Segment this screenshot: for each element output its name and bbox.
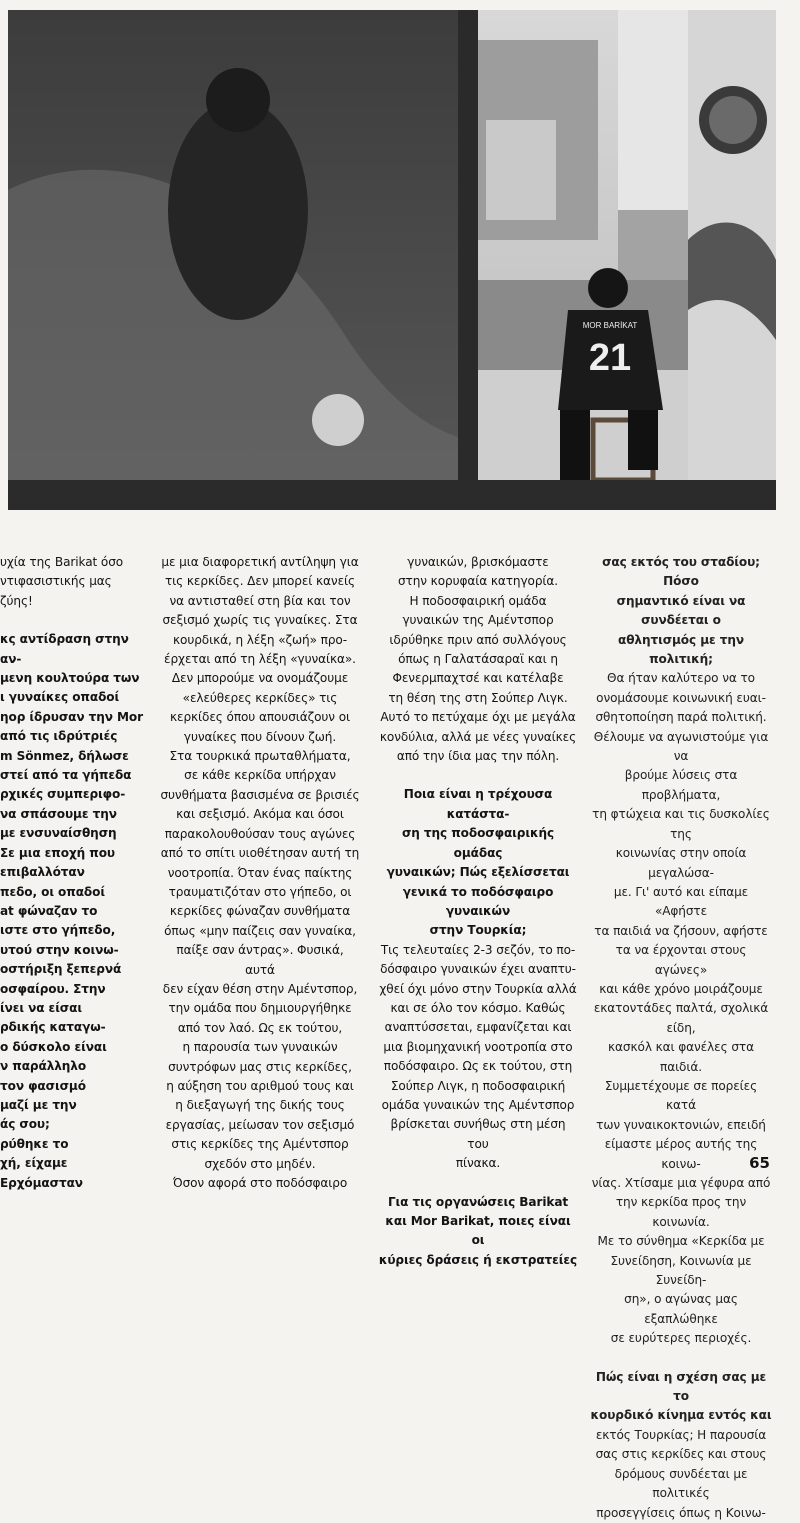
woman-head: [588, 268, 628, 308]
photo-scene: [8, 10, 776, 510]
text-line: πίνακα.: [455, 1156, 501, 1171]
text-line: χθεί όχι μόνο στην Τουρκία αλλά: [379, 981, 577, 996]
woman-legs: [560, 410, 590, 480]
paragraph-gap: [0, 611, 148, 630]
question-line: αθλητισμός με την πολιτική;: [617, 632, 745, 667]
question-line: κς αντίδραση στην αν-: [0, 632, 129, 666]
text-line: η αύξηση του αριθμού τους και: [166, 1078, 354, 1093]
question-line: γυναικών; Πώς εξελίσσεται: [386, 865, 570, 880]
question-line: τον φασισμό: [0, 1078, 86, 1093]
text-column-2: [160, 553, 360, 1193]
text-line: κερκίδες όπου απουσιάζουν οι: [169, 710, 350, 725]
question-line: με ενσυναίσθηση: [0, 826, 117, 841]
mural-ball: [312, 394, 364, 446]
text-line: Με το σύνθημα «Κερκίδα με: [597, 1234, 765, 1249]
text-line: κασκόλ και φανέλες στα παιδιά.: [608, 1040, 754, 1074]
text-line: παίξε σαν άντρας». Φυσικά, αυτά: [176, 943, 344, 977]
text-line: προσεγγίσεις όπως η Κοινω-: [596, 1505, 766, 1520]
text-line: σχεδόν στο μηδέν.: [204, 1156, 316, 1171]
text-line: ιδρύθηκε πριν από συλλόγους: [389, 632, 567, 647]
text-line: τα να έρχονται στους αγώνες»: [615, 943, 747, 977]
text-line: δρόμους συνδέεται με πολιτικές: [614, 1466, 748, 1501]
text-line: τις κερκίδες. Δεν μπορεί κανείς: [164, 574, 356, 589]
question-line: σημαντικό είναι να συνδέεται ο: [616, 593, 746, 628]
question-line: Πώς είναι η σχέση σας με το: [595, 1369, 767, 1404]
text-line: τη φτώχεια και τις δυσκολίες της: [592, 807, 770, 841]
text-line: σε κάθε κερκίδα υπήρχαν: [184, 768, 336, 783]
question-line: Σε μια εποχή που: [0, 845, 116, 860]
text-line: με μια διαφορετική αντίληψη για: [161, 555, 359, 569]
text-line: ση», ο αγώνας μας εξαπλώθηκε: [624, 1292, 738, 1326]
question-line: ση της ποδοσφαιρικής ομάδας: [401, 826, 555, 860]
question-line: από τις ιδρύτριές: [0, 729, 118, 744]
text-line: Στα τουρκικά πρωταθλήματα,: [169, 749, 351, 764]
question-line: οσφαίρου. Στην: [0, 981, 106, 996]
text-line: κοινωνίας στην οποία μεγαλώσα-: [615, 846, 747, 880]
question-line: ρδικής καταγω-: [0, 1020, 106, 1035]
text-line: βρίσκεται συνήθως στη μέση του: [390, 1117, 566, 1151]
paragraph-gap: [378, 1174, 578, 1193]
text-line: ζύης!: [0, 593, 33, 608]
text-line: την κερκίδα προς την κοινωνία.: [615, 1195, 747, 1229]
question-line: πεδο, οι οπαδοί: [0, 884, 105, 899]
question-line: ι γυναίκες οπαδοί: [0, 690, 120, 705]
text-column-3: [378, 553, 578, 1270]
text-line: ονομάσουμε κοινωνική ευαι-: [596, 690, 766, 705]
text-line: να αντισταθεί στη βία και τον: [169, 593, 351, 608]
text-line: κουρδικά, η λέξη «ζωή» προ-: [173, 632, 347, 647]
question-line: ηορ ίδρυσαν την Mor: [0, 709, 143, 724]
text-line: η παρουσία των γυναικών: [182, 1040, 338, 1055]
text-line: Συνείδηση, Κοινωνία με Συνείδη-: [610, 1253, 752, 1288]
mural-player-head: [206, 68, 270, 132]
text-line: σθητοποίηση παρά πολιτική.: [595, 710, 767, 725]
text-line: η διεξαγωγή της δικής τους: [175, 1098, 345, 1113]
photo-floor-frame: [8, 480, 776, 510]
woman-legs-right: [628, 410, 658, 470]
question-line: ρύθηκε το: [0, 1136, 69, 1151]
text-line: γυναίκες που δίνουν ζωή.: [183, 729, 337, 744]
text-line: είμαστε μέρος αυτής της κοινω-: [604, 1137, 758, 1171]
text-line: Όσον αφορά στο ποδόσφαιρο: [172, 1176, 348, 1190]
question-line: χή, είχαμε: [0, 1156, 68, 1171]
text-line: και σεξισμό. Ακόμα και όσοι: [176, 807, 344, 822]
club-emblem-inner: [709, 96, 757, 144]
text-line: συντρόφων μας στις κερκίδες,: [168, 1059, 352, 1074]
paragraph-gap: [378, 766, 578, 785]
question-line: και Mor Barikat, ποιες είναι οι: [385, 1214, 571, 1248]
text-line: νίας. Χτίσαμε μια γέφυρα από: [591, 1176, 771, 1190]
question-line: ο δύσκολο είναι: [0, 1039, 107, 1054]
mural-player: [168, 100, 308, 320]
text-line: Δεν μπορούμε να ονομάζουμε: [171, 671, 349, 686]
text-line: συνθήματα βασισμένα σε βρισιές: [160, 787, 360, 802]
text-line: δεν είχαν θέση στην Αμέντσπορ,: [162, 981, 358, 996]
text-line: νοοτροπία. Όταν ένας παίκτης: [167, 865, 353, 880]
text-line: ποδόσφαιρο. Ως εκ τούτου, στη: [383, 1059, 573, 1074]
text-line: Θέλουμε να αγωνιστούμε για να: [593, 729, 769, 764]
text-line: τη θέση της στη Σούπερ Λιγκ.: [388, 690, 568, 705]
jersey-name: MOR BARİKAT: [582, 321, 638, 330]
question-line: υτού στην κοινω-: [0, 942, 119, 957]
text-line: γυναικών, βρισκόμαστε: [407, 555, 549, 569]
question-line: at φώναζαν το: [0, 903, 98, 918]
text-line: και σε όλο τον κόσμο. Καθώς: [390, 1000, 566, 1015]
question-line: στεί από τα γήπεδα: [0, 768, 132, 783]
text-line: και κάθε χρόνο μοιράζουμε: [599, 981, 763, 996]
text-line: δόσφαιρο γυναικών έχει αναπτυ-: [380, 962, 576, 977]
question-line: άς σου;: [0, 1117, 50, 1132]
door-frame-left: [458, 10, 478, 480]
paragraph-gap: [590, 1349, 772, 1368]
page-number: 65: [749, 1154, 770, 1172]
question-line: μαζί με την: [0, 1097, 77, 1112]
text-line: Αυτό το πετύχαμε όχι με μεγάλα: [380, 710, 576, 725]
text-line: Φενερμπαχτσέ και κατέλαβε: [392, 671, 564, 686]
question-line: ν παράλληλο: [0, 1059, 87, 1074]
question-line: Για τις οργανώσεις Barikat: [387, 1194, 569, 1209]
jersey-number: 21: [588, 337, 632, 379]
question-line: σας εκτός του σταδίου; Πόσο: [602, 555, 760, 589]
text-line: σας στις κερκίδες και στους: [595, 1447, 767, 1462]
text-line: των γυναικοκτονιών, επειδή: [596, 1117, 766, 1132]
text-line: ντιφασιστικής μας: [0, 574, 112, 589]
text-line: από τον λαό. Ως εκ τούτου,: [177, 1020, 343, 1035]
question-line: Ποια είναι η τρέχουσα κατάστα-: [403, 787, 553, 821]
text-line: παρακολουθούσαν τους αγώνες: [164, 826, 356, 841]
text-line: σε ευρύτερες περιοχές.: [610, 1331, 752, 1346]
text-line: εκατοντάδες παλτά, σχολικά είδη,: [593, 1001, 769, 1035]
text-line: Τις τελευταίες 2-3 σεζόν, το πο-: [380, 942, 576, 957]
text-line: Θα ήταν καλύτερο να το: [607, 671, 755, 686]
text-line: εργασίας, μείωσαν τον σεξισμό: [165, 1117, 355, 1132]
text-line: την ομάδα που δημιουργήθηκε: [168, 1001, 352, 1016]
question-line: επιβαλλόταν: [0, 865, 85, 880]
text-line: βρούμε λύσεις στα προβλήματα,: [624, 768, 738, 802]
text-line: όπως η Γαλατάσαραϊ και η: [398, 652, 558, 667]
question-line: στην Τουρκία;: [429, 923, 527, 938]
text-line: μια βιομηχανική νοοτροπία στο: [383, 1039, 573, 1054]
question-line: ρχικές συμπεριφο-: [0, 787, 126, 802]
text-line: κονδύλια, αλλά με νέες γυναίκες: [379, 729, 577, 744]
question-line: ίνει να είσαι: [0, 1000, 82, 1015]
shop-shutter: [486, 120, 556, 220]
text-line: γυναικών της Αμέντσπορ: [402, 613, 554, 628]
question-line: Ερχόμασταν: [0, 1175, 83, 1190]
text-line: ομάδα γυναικών της Αμέντσπορ: [381, 1097, 575, 1112]
text-column-4: [590, 553, 772, 1523]
question-line: μενη κουλτούρα των: [0, 671, 140, 686]
text-line: έρχεται από τη λέξη «γυναίκα».: [164, 652, 356, 667]
text-line: τα παιδιά να ζήσουν, αφήστε: [594, 923, 768, 938]
text-line: από την ίδια μας την πόλη.: [396, 749, 560, 764]
question-line: γενικά το ποδόσφαιρο γυναικών: [402, 884, 554, 918]
text-line: στην κορυφαία κατηγορία.: [397, 574, 559, 589]
question-line: οστήριξη ξεπερνά: [0, 962, 122, 977]
text-line: όπως «μην παίζεις σαν γυναίκα,: [164, 923, 356, 938]
question-line: κουρδικό κίνημα εντός και: [590, 1408, 772, 1423]
text-line: αναπτύσσεται, εμφανίζεται και: [384, 1020, 572, 1035]
text-line: από το σπίτι υιοθέτησαν αυτή τη: [160, 846, 360, 861]
text-line: υχία της Barikat όσο: [0, 555, 124, 569]
text-line: σεξισμό χωρίς τις γυναίκες. Στα: [162, 613, 358, 628]
text-line: τραυματιζόταν στο γήπεδο, οι: [168, 884, 352, 899]
text-line: κερκίδες φώναζαν συνθήματα: [169, 904, 351, 919]
text-line: με. Γι' αυτό και είπαμε «Αφήστε: [613, 884, 749, 919]
question-line: ιστε στο γήπεδο,: [0, 923, 116, 938]
text-line: Σούπερ Λιγκ, η ποδοσφαιρική: [390, 1078, 566, 1093]
text-line: στις κερκίδες της Αμέντσπορ: [171, 1137, 349, 1152]
text-line: «ελεύθερες κερκίδες» τις: [182, 690, 338, 705]
building-right: [618, 10, 688, 210]
text-line: Συμμετέχουμε σε πορείες κατά: [604, 1078, 758, 1113]
text-line: εκτός Τουρκίας; Η παρουσία: [595, 1427, 767, 1442]
text-column-1: [0, 553, 148, 1193]
question-line: m Sönmez, δήλωσε: [0, 748, 129, 763]
article-photo: [8, 10, 776, 510]
question-line: να σπάσουμε την: [0, 806, 117, 821]
question-line: κύριες δράσεις ή εκστρατείες: [378, 1252, 578, 1267]
text-line: Η ποδοσφαιρική ομάδα: [409, 593, 547, 608]
